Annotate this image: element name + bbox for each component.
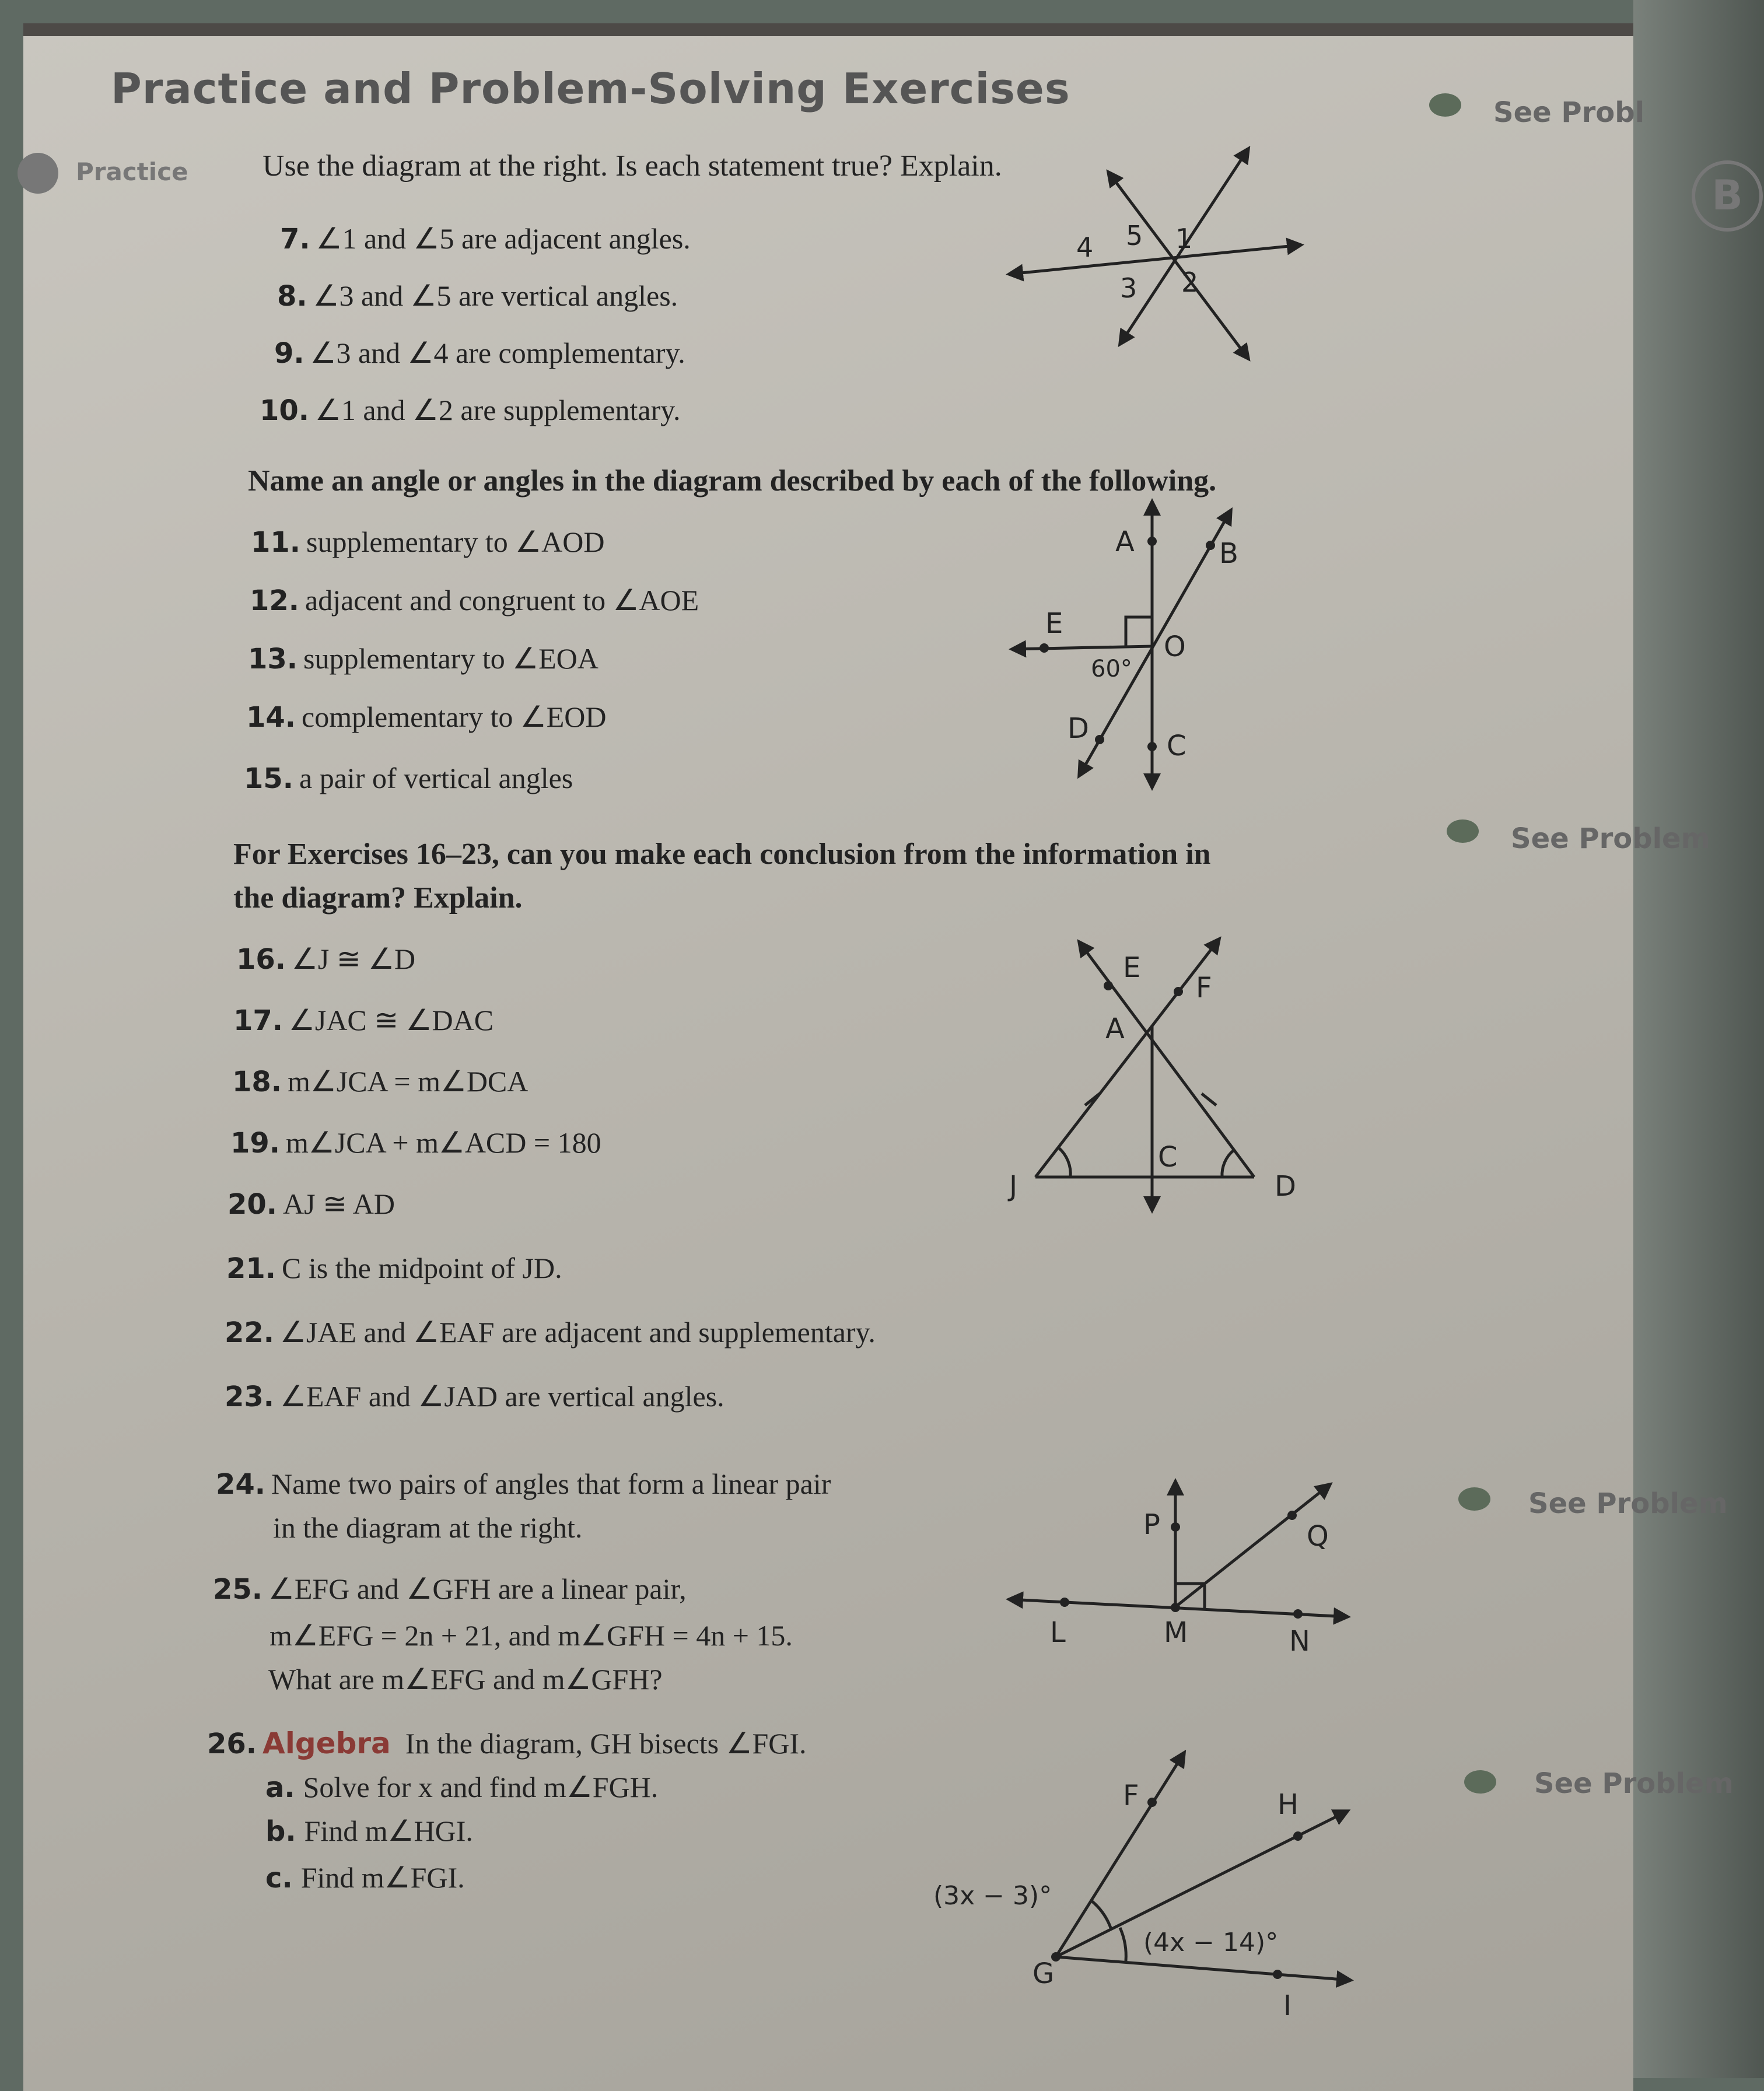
exercise-item: 21. C is the midpoint of JD. <box>226 1252 562 1285</box>
point-f <box>1174 987 1183 996</box>
see-problem-link-3[interactable]: See Problem <box>1528 1487 1728 1520</box>
see-problem-link-4[interactable]: See Problem <box>1534 1767 1734 1800</box>
point-m <box>1171 1603 1180 1612</box>
tick-mark-ad <box>1202 1094 1216 1105</box>
point-label-q: Q <box>1307 1520 1329 1553</box>
exercise-item: 12. adjacent and congruent to ∠AOE <box>250 584 699 617</box>
instruction-block3-line2: the diagram? Explain. <box>233 881 523 915</box>
point-b <box>1206 541 1215 550</box>
point-q <box>1287 1511 1297 1520</box>
instruction-block3-line1: For Exercises 16–23, can you make each conclusion from the information in <box>233 838 1211 871</box>
angle-label-1: 1 <box>1175 223 1193 254</box>
point-label-a: A <box>1115 526 1135 558</box>
ray-gi <box>1056 1957 1350 1980</box>
diagram-angles-1 <box>1009 149 1301 359</box>
exercise-part: b. Find m∠HGI. <box>265 1815 473 1848</box>
point-n <box>1293 1609 1303 1619</box>
point-label-e: E <box>1123 951 1141 984</box>
point-i <box>1273 1970 1282 1979</box>
exercise-part: a. Solve for x and find m∠FGH. <box>265 1771 659 1804</box>
point-label-c: C <box>1167 730 1186 762</box>
exercise-item-25-line2: m∠EFG = 2n + 21, and m∠GFH = 4n + 15. <box>270 1619 793 1652</box>
exercise-item: 10. ∠1 and ∠2 are supplementary. <box>260 394 681 427</box>
point-label-c: C <box>1158 1141 1178 1174</box>
section-b-badge: B <box>1692 160 1763 232</box>
right-angle-mark <box>1126 617 1152 646</box>
exercise-item: 20. AJ ≅ AD <box>228 1188 395 1221</box>
exercise-item: 17. ∠JAC ≅ ∠DAC <box>233 1004 494 1037</box>
point-d <box>1095 735 1104 744</box>
point-a <box>1147 537 1157 546</box>
exercise-item-24-line1: 24. Name two pairs of angles that form a linear pair <box>216 1467 831 1501</box>
point-label-o: O <box>1164 631 1186 663</box>
see-problem-link-2[interactable]: See Problem <box>1511 822 1710 855</box>
section-a-label: Practice <box>76 157 188 186</box>
point-p <box>1171 1522 1180 1532</box>
exercise-item: 19. m∠JCA + m∠ACD = 180 <box>230 1126 601 1160</box>
angle-label-5: 5 <box>1126 220 1143 251</box>
angle-arc-j <box>1059 1148 1070 1177</box>
angle-arc-fgh <box>1091 1900 1111 1929</box>
exercise-item-25-line3: What are m∠EFG and m∠GFH? <box>268 1663 663 1696</box>
line-horizontal <box>1009 245 1301 274</box>
exercise-item: 15. a pair of vertical angles <box>244 762 573 795</box>
exercise-item: 13. supplementary to ∠EOA <box>248 642 598 675</box>
point-label-p: P <box>1143 1508 1160 1541</box>
exercise-item: 23. ∠EAF and ∠JAD are vertical angles. <box>225 1380 724 1413</box>
exercise-item-24-line2: in the diagram at the right. <box>273 1511 583 1544</box>
exercise-item: 9. ∠3 and ∠4 are complementary. <box>274 337 685 370</box>
diagram-triangle <box>1035 939 1254 1210</box>
exercise-item: 8. ∠3 and ∠5 are vertical angles. <box>277 279 678 313</box>
exercise-item-25-line1: 25. ∠EFG and ∠GFH are a linear pair, <box>213 1572 687 1606</box>
exercise-item: 22. ∠JAE and ∠EAF are adjacent and supplementary. <box>225 1316 876 1349</box>
point-label-d: D <box>1068 712 1089 745</box>
exercise-item-26: 26. Algebra In the diagram, GH bisects ∠FGI. <box>207 1726 807 1760</box>
point-label-j: J <box>1009 1170 1018 1203</box>
angle-arc-hgi <box>1120 1928 1126 1961</box>
point-label-m: M <box>1164 1616 1188 1649</box>
page-title: Practice and Problem-Solving Exercises <box>111 64 1070 113</box>
angle-expression-hgi: (4x − 14)° <box>1143 1928 1279 1957</box>
point-e <box>1104 981 1113 990</box>
point-h <box>1293 1831 1303 1841</box>
point-label-d: D <box>1275 1170 1296 1203</box>
exercise-item: 7. ∠1 and ∠5 are adjacent angles. <box>280 222 691 255</box>
point-label-l: L <box>1050 1616 1066 1649</box>
algebra-tag: Algebra <box>262 1726 391 1760</box>
instruction-block1: Use the diagram at the right. Is each statement true? Explain. <box>262 149 1002 183</box>
point-label-i: I <box>1283 1990 1292 2022</box>
angle-label-3: 3 <box>1120 272 1138 304</box>
point-label-b: B <box>1219 537 1238 570</box>
point-label-f: F <box>1123 1780 1139 1812</box>
point-label-n: N <box>1289 1625 1310 1658</box>
angle-label-60: 60° <box>1091 656 1132 682</box>
angle-expression-fgh: (3x − 3)° <box>933 1881 1052 1911</box>
point-label-h: H <box>1278 1788 1299 1821</box>
diagram-linear-pair <box>1009 1481 1348 1617</box>
angle-arc-d <box>1222 1150 1234 1177</box>
point-label-g: G <box>1032 1957 1055 1990</box>
exercise-item: 11. supplementary to ∠AOD <box>251 526 605 559</box>
ray-oe <box>1012 646 1152 649</box>
point-l <box>1060 1598 1069 1607</box>
exercise-item: 16. ∠J ≅ ∠D <box>236 943 416 976</box>
point-e <box>1040 643 1049 653</box>
angle-label-2: 2 <box>1181 267 1199 298</box>
exercise-item: 14. complementary to ∠EOD <box>246 700 607 734</box>
point-label-a: A <box>1105 1013 1125 1045</box>
point-f <box>1147 1798 1157 1807</box>
point-c <box>1147 742 1157 751</box>
exercise-item: 18. m∠JCA = m∠DCA <box>232 1065 528 1098</box>
angle-label-4: 4 <box>1076 232 1094 263</box>
see-problem-link-1[interactable]: See Probl <box>1493 96 1645 129</box>
point-label-f: F <box>1196 972 1212 1004</box>
point-label-e: E <box>1045 607 1063 640</box>
exercise-part: c. Find m∠FGI. <box>265 1861 465 1894</box>
instruction-block2: Name an angle or angles in the diagram described by each of the following. <box>248 464 1217 498</box>
